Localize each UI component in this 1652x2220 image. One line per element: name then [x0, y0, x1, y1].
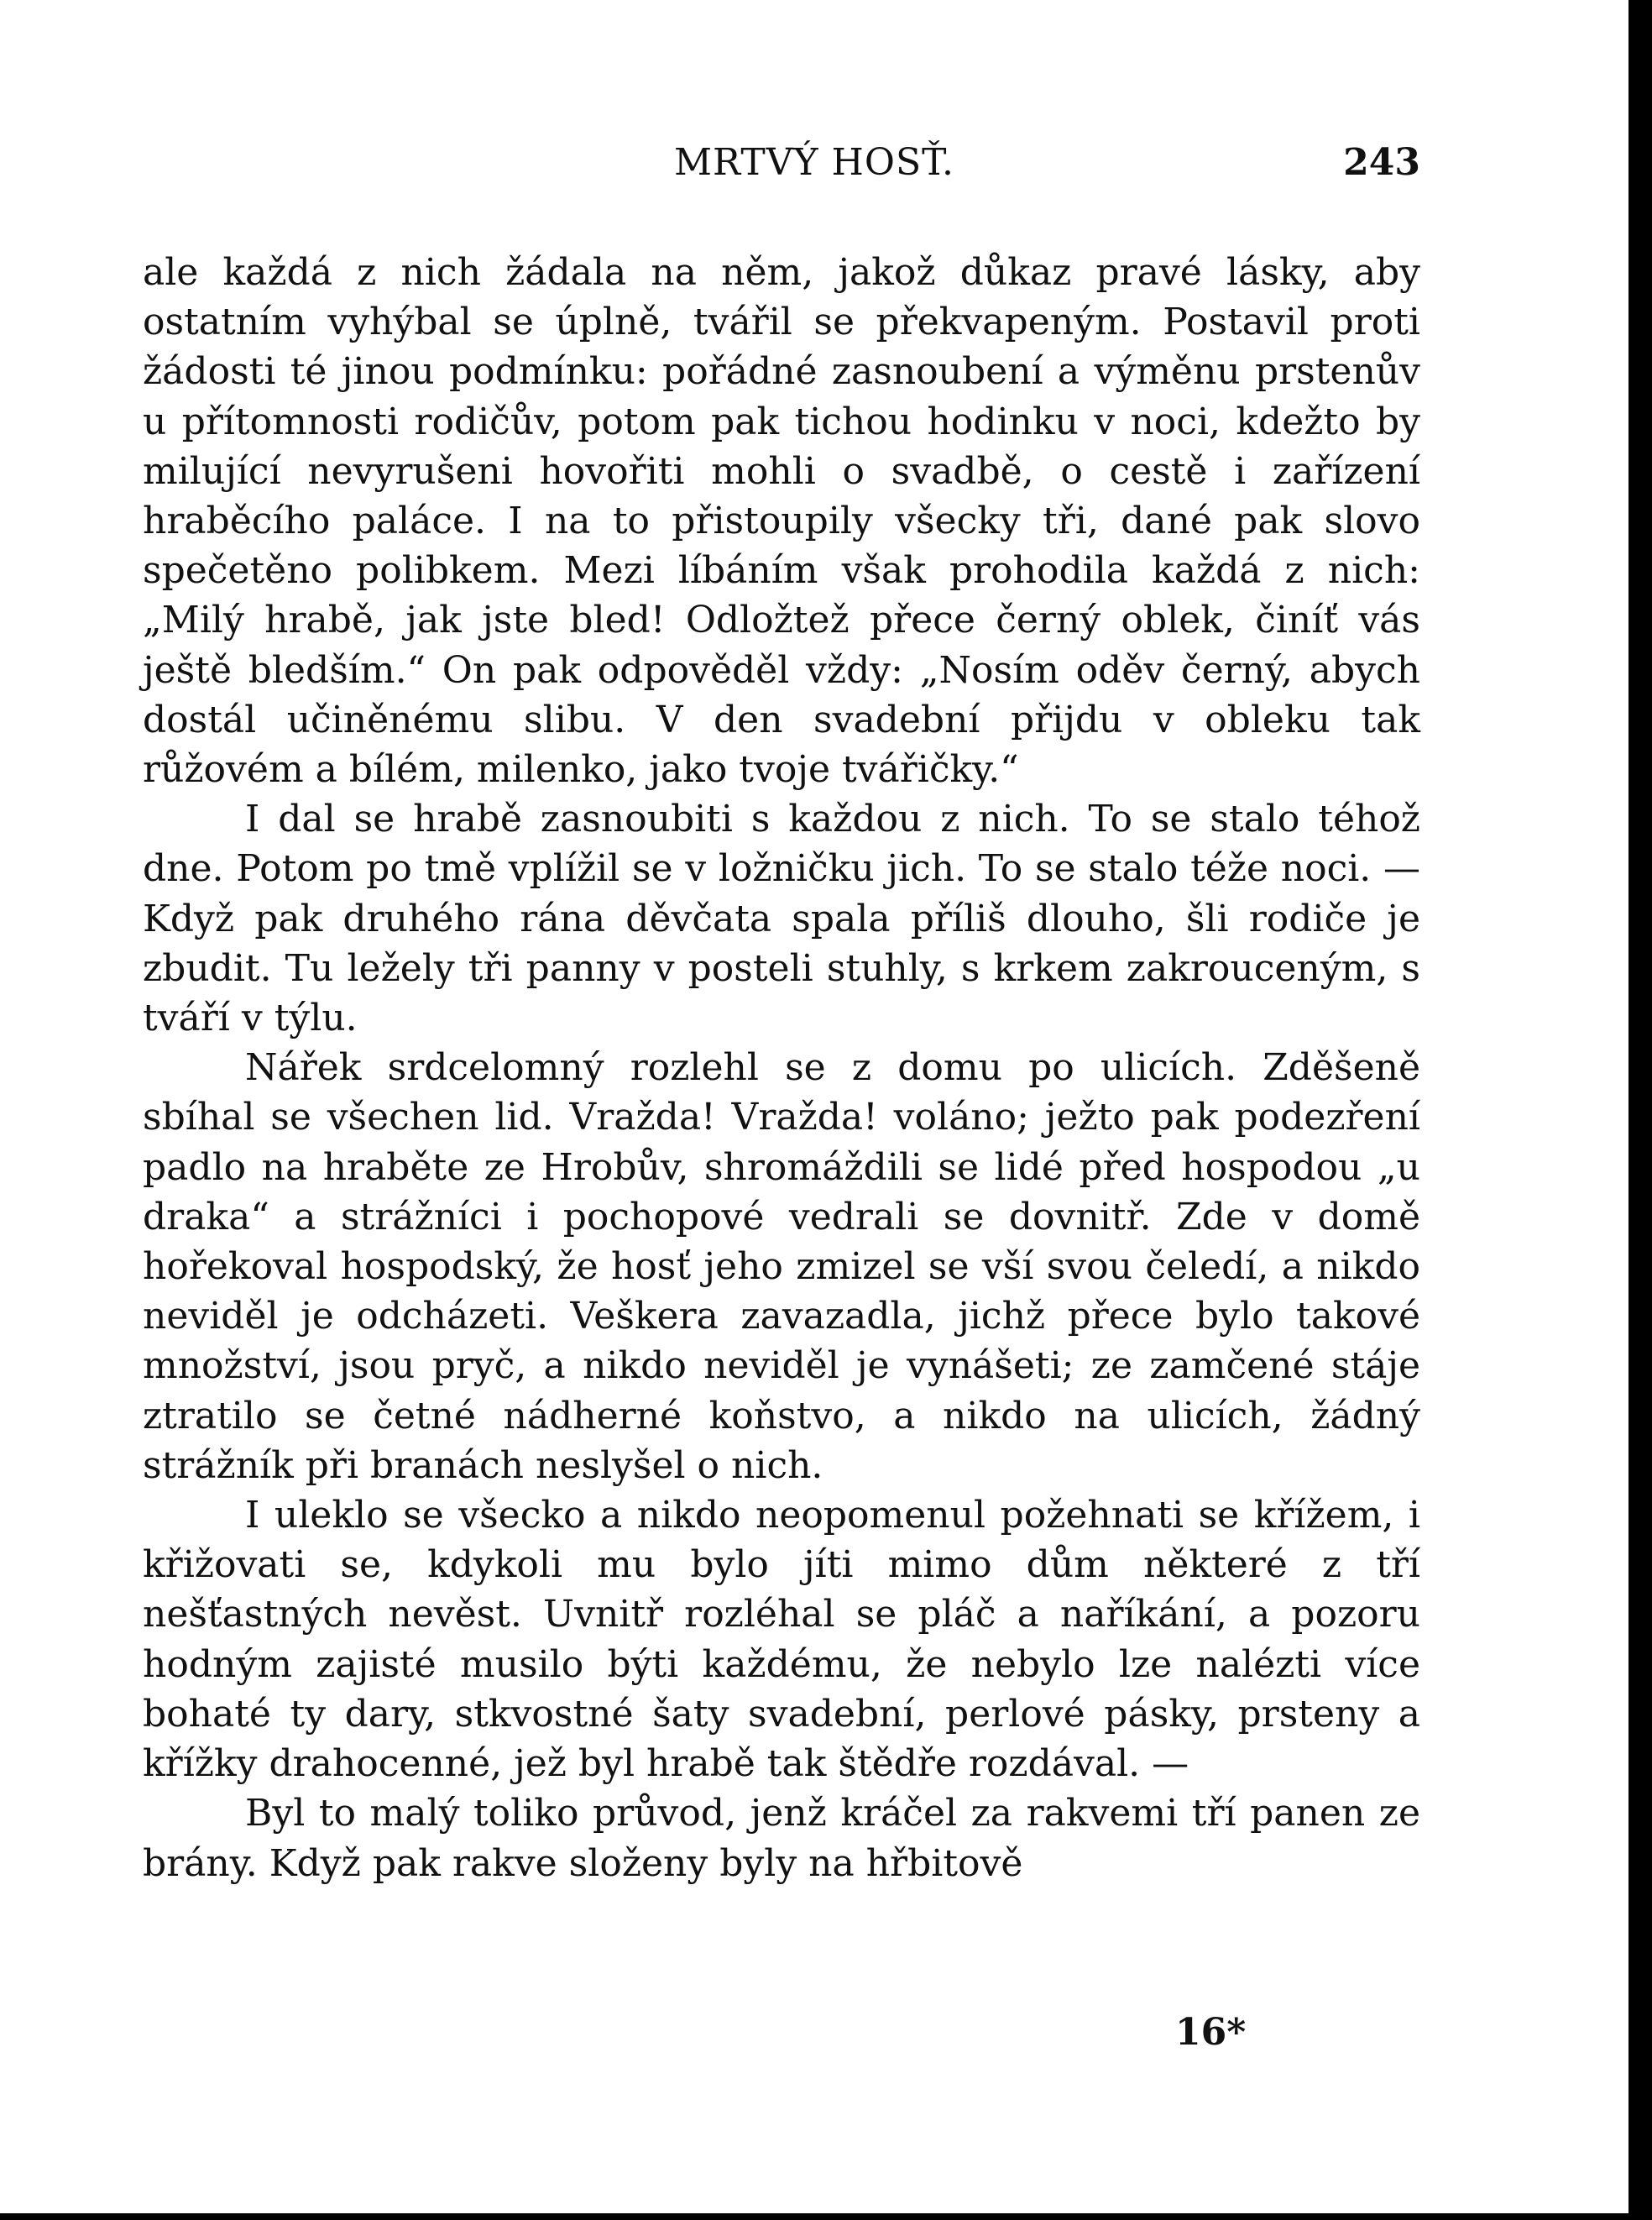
paragraph: Byl to malý toliko průvod, jenž kráčel za rakvemi tří panen ze brány. Když pak rakve složeny byly na hřbitově: [143, 1792, 1420, 1885]
paragraph: I dal se hrabě zasnoubiti s každou z nich. To se stalo téhož dne. Potom po tmě vplížil se v ložničku jich. To se stalo téže noci. — Když pak druhého rána děvčata spala příliš dlouho, šli rodiče je zbudit. Tu ležely tři panny v posteli stuhly, s krkem zakrouceným, s tváří v týlu.: [143, 798, 1420, 1040]
paragraph-continued: ale každá z nich žádala na něm, jakož důkaz pravé lásky, aby ostatním vyhýbal se úplně, tvářil se překvapeným. Postavil proti žádosti té jinou podmínku: pořádné zasnoubení a výměnu prstenův u přítomnosti rodičův, potom pak tichou hodinku v noci, kdežto by milující nevyrušeni hovořiti mohli o svadbě, o cestě i zařízení hraběcího paláce. I na to přistoupily všecky tři, dané pak slovo spečetěno polibkem. Mezi líbáním však prohodila každá z nich: „Milý hrabě, jak jste bled! Odložtež přece černý oblek, činíť vás ještě bledším.“ On pak odpověděl vždy: „Nosím oděv černý, abych dostál učiněnému slibu. V den svadební přijdu v obleku tak růžovém a bílém, milenko, jako tvoje tvářičky.“: [143, 251, 1420, 792]
paragraph: Nářek srdcelomný rozlehl se z domu po ulicích. Zděšeně sbíhal se všechen lid. Vražda! Vražda! voláno; ježto pak podezření padlo na hraběte ze Hrobův, shromáždili se lidé před hospodou „u draka“ a strážníci i pochopové vedrali se dovnitř. Zde v domě hořekoval hospodský, že hosť jeho zmizel se vší svou čeledí, a nikdo neviděl je odcházeti. Veškera zavazadla, jichž přece bylo takové množství, jsou pryč, a nikdo neviděl je vynášeti; ze zamčené stáje ztratilo se četné nádherné koňstvo, a nikdo na ulicích, žádný strážník při branách neslyšel o nich.: [143, 1046, 1420, 1487]
body-text: [143, 248, 1420, 1888]
paragraph: I uleklo se všecko a nikdo neopomenul požehnati se křížem, i křižovati se, kdykoli mu bylo jíti mimo dům některé z tří nešťastných nevěst. Uvnitř rozléhal se pláč a naříkání, a pozoru hodným zajisté musilo býti každému, že nebylo lze nalézti více bohaté ty dary, stkvostné šaty svadební, perlové pásky, prsteny a křížky drahocenné, jež byl hrabě tak štědře rozdával. —: [143, 1494, 1420, 1786]
signature-mark: 16*: [1175, 2011, 1247, 2054]
running-title: MRTVÝ HOSŤ.: [673, 141, 955, 184]
page-number: 243: [1343, 141, 1420, 184]
page-header: [0, 141, 1628, 191]
